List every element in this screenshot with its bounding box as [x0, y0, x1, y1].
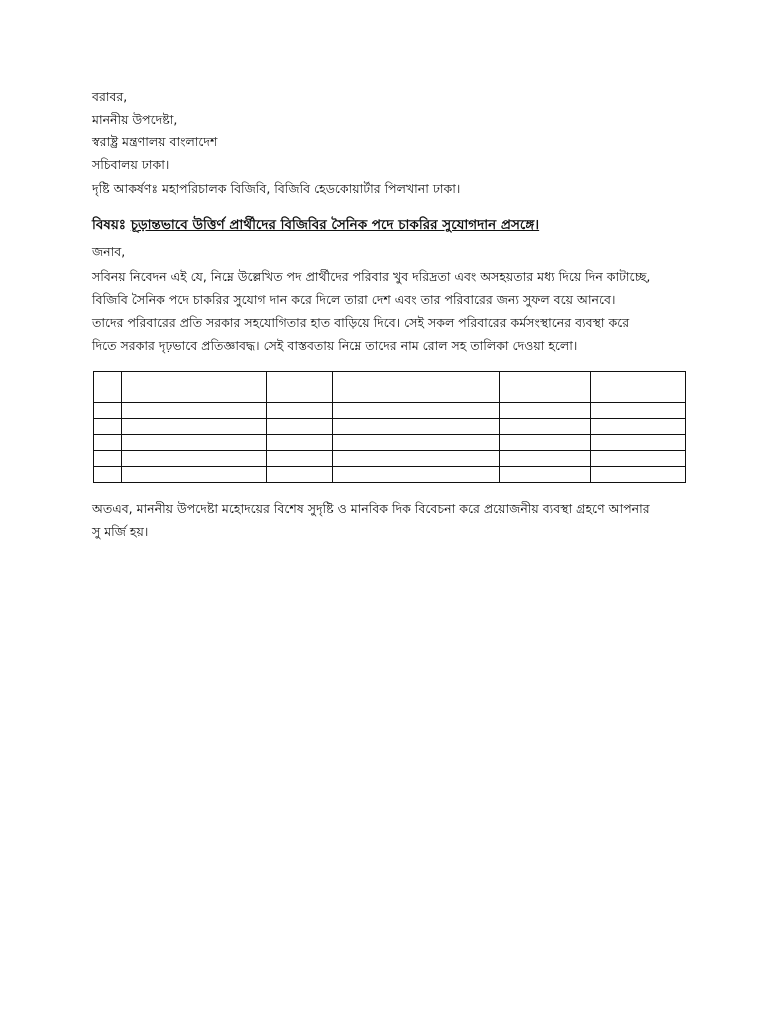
table-cell: [591, 467, 686, 483]
table-cell: [122, 467, 267, 483]
table-cell: [500, 451, 591, 467]
closing-line: সু মর্জি হয়।: [92, 524, 149, 539]
closing-line: অতএব, মাননীয় উপদেষ্টা মহোদয়ের বিশেষ সুদৃষ্টি ও মানবিক দিক বিবেচনা করে প্রয়োজনীয় ব্যবস্থা গ্রহণে আপনার: [92, 501, 650, 516]
table-cell: [500, 403, 591, 419]
table-cell: [267, 467, 333, 483]
table-row: [94, 419, 686, 435]
table-row: [94, 451, 686, 467]
table-cell: [122, 403, 267, 419]
table-cell: [94, 467, 122, 483]
body-line: বিজিবি সৈনিক পদে চাকরির সুযোগ দান করে দিলে তারা দেশ এবং তার পরিবারের জন্য সুফল বয়ে আনবে।: [92, 292, 616, 307]
table-cell: [267, 419, 333, 435]
address-line: সচিবালয় ঢাকা।: [92, 156, 170, 172]
table-cell: [94, 435, 122, 451]
table-cell: [267, 403, 333, 419]
address-line: মাননীয় উপদেষ্টা,: [92, 111, 178, 127]
body-line: সবিনয় নিবেদন এই যে, নিম্নে উল্লেখিত পদ প্রার্থীদের পরিবার খুব দরিদ্রতা এবং অসহয়তার মধ্য দিয়ে দিন কাটাচ্ছে,: [92, 269, 651, 284]
table-row: [94, 403, 686, 419]
table-cell: [122, 435, 267, 451]
table-cell: [500, 467, 591, 483]
table-cell: [591, 372, 686, 403]
table-cell: [500, 419, 591, 435]
table-header-row: [94, 372, 686, 403]
table-cell: [267, 435, 333, 451]
table-cell: [333, 435, 500, 451]
table-cell: [122, 372, 267, 403]
table-cell: [267, 451, 333, 467]
table-cell: [333, 403, 500, 419]
address-line: স্বরাষ্ট্র মন্ত্রণালয় বাংলাদেশ: [92, 134, 218, 149]
closing-paragraph: [92, 497, 692, 543]
table-cell: [267, 372, 333, 403]
table-cell: [122, 419, 267, 435]
table-cell: [333, 419, 500, 435]
table-cell: [591, 451, 686, 467]
table-cell: [94, 419, 122, 435]
body-paragraph: [92, 265, 688, 357]
table-row: [94, 467, 686, 483]
subject-line: [92, 214, 539, 237]
table-cell: [122, 451, 267, 467]
subject-label: বিষয়ঃ: [92, 217, 126, 233]
table-cell: [333, 467, 500, 483]
table-cell: [94, 403, 122, 419]
table-cell: [591, 419, 686, 435]
table-cell: [333, 372, 500, 403]
table-cell: [591, 435, 686, 451]
table-cell: [500, 372, 591, 403]
salutation: জনাব,: [92, 244, 126, 259]
table-cell: [591, 403, 686, 419]
candidate-table: [93, 371, 686, 483]
attention-line: দৃষ্টি আকর্ষণঃ মহাপরিচালক বিজিবি, বিজিবি হেডকোয়ার্টার পিলখানা ঢাকা।: [92, 181, 461, 196]
table-cell: [333, 451, 500, 467]
address-block: [92, 86, 217, 176]
table-cell: [94, 372, 122, 403]
table-cell: [500, 435, 591, 451]
table-cell: [94, 451, 122, 467]
address-line: বরাবর,: [92, 89, 128, 104]
table-row: [94, 435, 686, 451]
body-line: দিতে সরকার দৃঢ়ভাবে প্রতিজ্ঞাবদ্ধ। সেই বাস্তবতায় নিম্নে তাদের নাম রোল সহ তালিকা দেওয়া হলো।: [92, 338, 578, 353]
body-line: তাদের পরিবারের প্রতি সরকার সহযোগিতার হাত বাড়িয়ে দিবে। সেই সকল পরিবারের কর্মসংস্থানের ব্যবস্থা করে: [92, 315, 630, 330]
subject-text: চূড়ান্তভাবে উত্তির্ণ প্রার্থীদের বিজিবির সৈনিক পদে চাকরির সুযোগদান প্রসঙ্গে।: [130, 217, 540, 233]
